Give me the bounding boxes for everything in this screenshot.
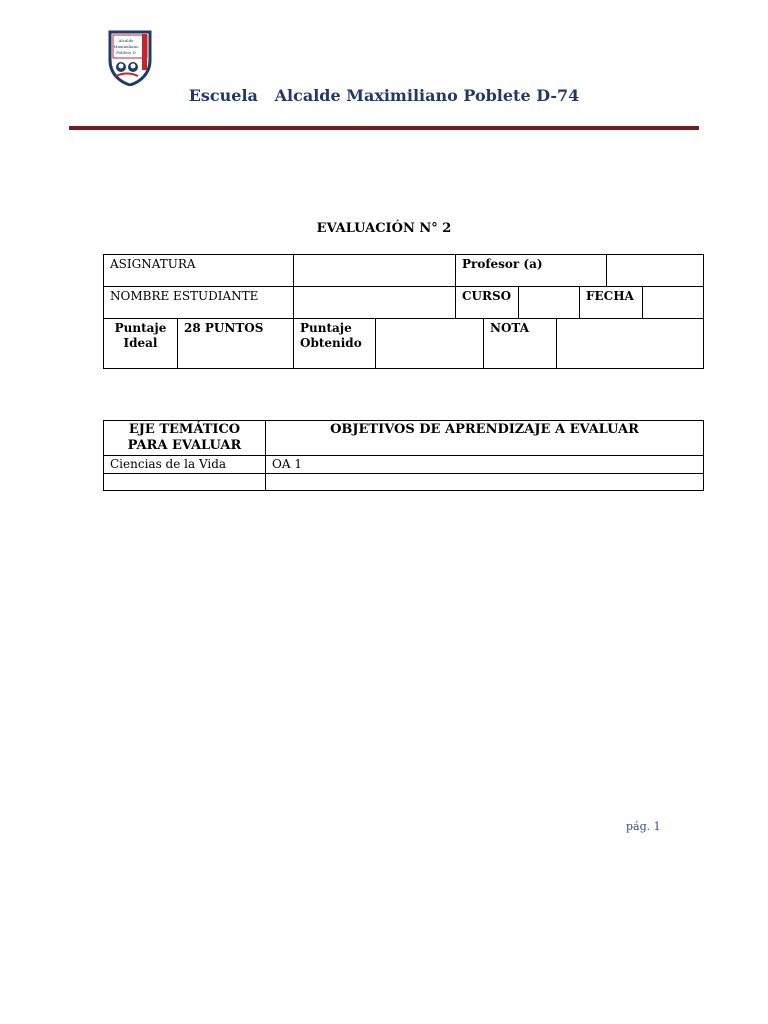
puntaje-ideal-value: 28 PUNTOS	[177, 318, 294, 369]
logo-text-line-1: Alcalde	[118, 38, 134, 43]
objetivos-header: OBJETIVOS DE APRENDIZAJE A EVALUAR	[265, 420, 704, 456]
puntaje-obtenido-field[interactable]	[375, 318, 484, 369]
asignatura-field[interactable]	[293, 254, 456, 287]
puntaje-ideal-label: Puntaje Ideal	[103, 318, 178, 369]
nombre-estudiante-label: NOMBRE ESTUDIANTE	[103, 286, 294, 319]
curso-label: CURSO	[455, 286, 519, 319]
eje-cell-row-1: Ciencias de la Vida	[103, 455, 266, 474]
curso-field[interactable]	[518, 286, 580, 319]
fecha-label: FECHA	[579, 286, 643, 319]
profesor-label: Profesor (a)	[455, 254, 607, 287]
logo-text-line-3: Poblete D	[116, 50, 136, 55]
school-title: Escuela Alcalde Maximiliano Poblete D-74	[188, 86, 580, 105]
logo-text-line-2: Maximiliano	[113, 44, 139, 49]
asignatura-label: ASIGNATURA	[103, 254, 294, 287]
page-number: pág. 1	[626, 820, 661, 833]
puntaje-obtenido-label: Puntaje Obtenido	[293, 318, 376, 369]
profesor-field[interactable]	[606, 254, 704, 287]
oa-cell-row-1: OA 1	[265, 455, 704, 474]
nombre-estudiante-field[interactable]	[293, 286, 456, 319]
fecha-field[interactable]	[642, 286, 704, 319]
eje-tematico-header: EJE TEMÁTICO PARA EVALUAR	[103, 420, 266, 456]
oa-cell-row-2[interactable]	[265, 473, 704, 491]
evaluation-title: EVALUACIÓN N° 2	[316, 221, 452, 236]
eje-cell-row-2[interactable]	[103, 473, 266, 491]
nota-field[interactable]	[556, 318, 704, 369]
header-divider	[69, 126, 699, 130]
nota-label: NOTA	[483, 318, 557, 369]
school-crest-logo	[106, 30, 154, 86]
